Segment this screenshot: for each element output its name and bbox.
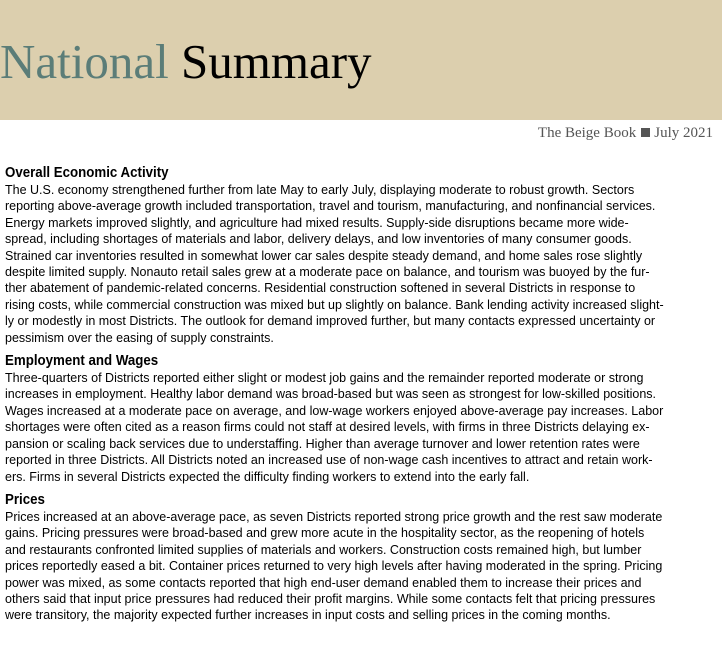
square-separator-icon [641, 128, 650, 137]
text-line: rising costs, while commercial construction was mixed but up slightly on balance. Bank lending activity increased slight- [5, 297, 664, 312]
text-line: shortages were often cited as a reason firms could not staff at desired levels, with firms in three Districts delaying ex- [5, 420, 650, 435]
text-line: pansion or scaling back services due to understaffing. Higher than average turnover and lower retention rates were [5, 436, 640, 451]
text-line: Prices increased at an above-average pace, as seven Districts reported strong price growth and the rest saw moderate [5, 509, 663, 524]
publication-name: The Beige Book [537, 125, 637, 141]
text-line: reported in three Districts. All Districts noted an increased use of non-wage cash incentives to attract and retain work- [5, 453, 653, 468]
text-line: Strained car inventories resulted in somewhat lower car sales despite steady demand, and home sales rose slightly [5, 248, 643, 263]
section-paragraph [5, 370, 717, 485]
title-main-word: Summary [180, 34, 372, 89]
text-line: ther abatement of pandemic-related concerns. Residential construction softened in several Districts in response to [5, 281, 636, 296]
text-line: ers. Firms in several Districts expected the difficulty finding workers to extend into the early fall. [5, 469, 530, 484]
article-body [5, 164, 717, 630]
text-line: reporting above-average growth included transportation, travel and tourism, manufacturing, and nonfinancial services. [5, 199, 656, 214]
title-banner [0, 0, 722, 120]
text-line: increases in employment. Healthy labor demand was broad-based but was seen as strongest for low-skilled positions. [5, 387, 657, 402]
title-accent-word: National [0, 34, 169, 89]
section-employment-and-wages [5, 352, 717, 485]
text-line: Wages increased at a moderate pace on average, and low-wage workers enjoyed above-average pay increases. Labor [5, 403, 664, 418]
text-line: prices reportedly eased a bit. Container prices returned to very high levels after having moderated in the spring. Pricing [5, 559, 663, 574]
section-prices [5, 491, 717, 624]
text-line: Three-quarters of Districts reported either slight or modest job gains and the remainder reported moderate or strong [5, 371, 644, 386]
text-line: spread, including shortages of materials and labor, delivery delays, and low inventories of many consumer goods. [5, 232, 632, 247]
text-line: were transitory, the majority expected further increases in input costs and selling prices in the coming months. [5, 608, 611, 623]
page-title [0, 30, 372, 94]
text-line: ly or modestly in most Districts. The outlook for demand improved further, but many contacts expressed uncertainty or [5, 314, 656, 329]
text-line: others said that input price pressures had reduced their profit margins. While some contacts felt that pricing pressures [5, 591, 656, 606]
section-paragraph [5, 182, 717, 346]
text-line: Energy markets improved slightly, and agriculture had mixed results. Supply-side disruptions became more wide- [5, 215, 629, 230]
publication-date: July 2021 [654, 125, 713, 141]
masthead [538, 124, 713, 142]
section-heading: Employment and Wages [5, 353, 159, 370]
text-line: gains. Pricing pressures were broad-based and grew more acute in the hospitality sector, as the reopening of hotels [5, 526, 645, 541]
text-line: pessimism over the easing of supply constraints. [5, 330, 274, 345]
text-line: and restaurants confronted limited supplies of materials and workers. Construction costs remained high, but lumber [5, 542, 642, 557]
text-line: power was mixed, as some contacts reported that high end-user demand enabled them to increase their prices and [5, 575, 642, 590]
text-line: The U.S. economy strengthened further from late May to early July, displaying moderate to robust growth. Sectors [5, 183, 635, 197]
section-heading: Overall Economic Activity [5, 165, 169, 181]
section-paragraph [5, 509, 717, 624]
section-overall-economic-activity [5, 164, 717, 346]
text-line: despite limited supply. Nonauto retail sales grew at a moderate pace on balance, and tourism was buoyed by the fur- [5, 265, 650, 280]
section-heading: Prices [5, 491, 45, 508]
